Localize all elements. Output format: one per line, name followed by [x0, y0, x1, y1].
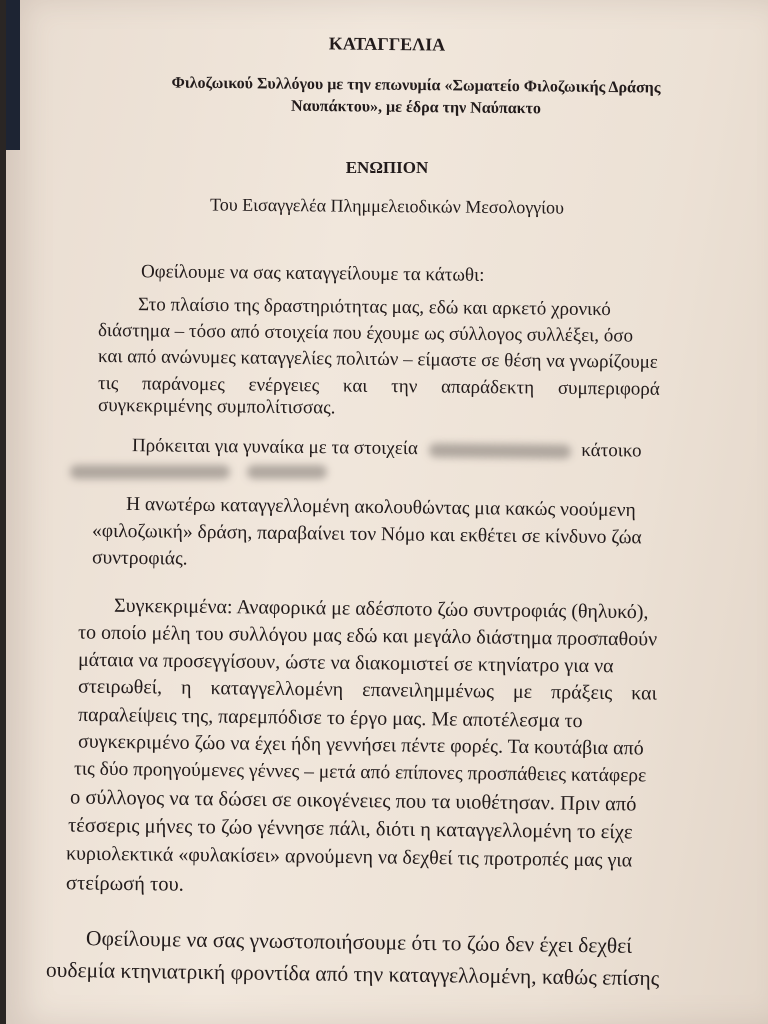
- addressee-line: Του Εισαγγελέα Πλημμελειοδικών Μεσολογγίου: [209, 194, 565, 218]
- p4-line-4: στειρωθεί, η καταγγελλομένη επανειλημμένως με πράξεις και: [77, 675, 658, 705]
- document-title: ΚΑΤΑΓΓΕΛΙΑ: [328, 33, 446, 55]
- p1-line-5: συγκεκριμένης συμπολίτισσας.: [97, 394, 336, 419]
- redacted-address: [70, 465, 230, 479]
- intro-line: Οφείλουμε να σας καταγγείλουμε τα κάτωθι:: [140, 261, 485, 286]
- p4-line-3: μάταια να προσεγγίσουν, ώστε να διακομιστεί σε κτηνίατρο για να: [77, 648, 614, 678]
- p2-line-2-redacted: [70, 459, 370, 483]
- p4-line-11: στείρωσή του.: [65, 872, 184, 896]
- p2-text-end: κάτοικο: [581, 439, 642, 462]
- p4-line-1: Συγκεκριμένα: Αναφορικά με αδέσποτο ζώο συντροφιάς (θηλυκό),: [113, 594, 649, 624]
- subtitle-line-2: Ναυπάκτου», με έδρα την Ναύπακτο: [290, 97, 542, 118]
- p1-line-3: και από ανώνυμες καταγγελίες πολιτών – είμαστε σε θέση να γνωρίζουμε: [97, 345, 658, 373]
- subtitle-line-1: Φιλοζωικού Συλλόγου με την επωνυμία «Σωματείο Φιλοζωικής Δράσης: [171, 74, 661, 97]
- p4-line-2: το οποίο μέλη του συλλόγου μας εδώ και μεγάλο διάστημα προσπαθούν: [77, 621, 658, 651]
- p4-line-6: συγκεκριμένο ζώο να έχει ήδη γεννήσει πέντε φορές. Τα κουτάβια από: [77, 730, 644, 760]
- p1-line-2: διάστημα – τόσο από στοιχεία που έχουμε ως σύλλογος συλλέξει, όσο: [97, 319, 634, 347]
- p3-line-3: συντροφιάς.: [91, 547, 188, 570]
- p4-line-9: τέσσερις μήνες το ζώο γέννησε πάλι, διότι η καταγγελλομένη το είχε: [67, 814, 633, 844]
- p2-text-start: Πρόκειται για γυναίκα με τα στοιχεία: [131, 435, 418, 460]
- p1-line-4: τις παράνομες ενέργειες και την απαράδεκτη συμπεριφορά: [97, 372, 660, 400]
- p3-line-2: «φιλοζωική» δράση, παραβαίνει τον Νόμο και εκθέτει σε κίνδυνο ζώα: [91, 520, 642, 549]
- redacted-name: [428, 443, 570, 458]
- p5-line-2: ουδεμία κτηνιατρική φροντίδα από την καταγγελλομένη, καθώς επίσης: [45, 957, 660, 991]
- p3-line-1: Η ανωτέρω καταγγελλομένη ακολουθώντας μια κακώς νοούμενη: [125, 493, 636, 522]
- p4-line-7: τις δύο προηγούμενες γέννες – μετά από επίπονες προσπάθειες κατάφερε: [73, 758, 647, 787]
- p4-line-8: ο σύλλογος να τα δώσει σε οικογένειες που τα υιοθέτησαν. Πριν από: [69, 786, 637, 816]
- redacted-address-2: [247, 465, 327, 479]
- document-page: [6, 0, 768, 1024]
- p4-line-5: παραλείψεις της, παρεμπόδισε το έργο μας. Με αποτέλεσμα το: [77, 703, 583, 733]
- p5-line-1: Οφείλουμε να σας γνωστοποιήσουμε ότι το ζώο δεν έχει δεχθεί: [85, 926, 633, 958]
- p4-line-10: κυριολεκτικά «φυλακίσει» αρνούμενη να δεχθεί τις προτροπές μας για: [65, 842, 633, 872]
- enopion-heading: ΕΝΩΠΙΟΝ: [345, 158, 429, 177]
- background-corner: [6, 0, 20, 150]
- p1-line-1: Στο πλαίσιο της δραστηριότητας μας, εδώ και αρκετό χρονικό: [137, 294, 611, 321]
